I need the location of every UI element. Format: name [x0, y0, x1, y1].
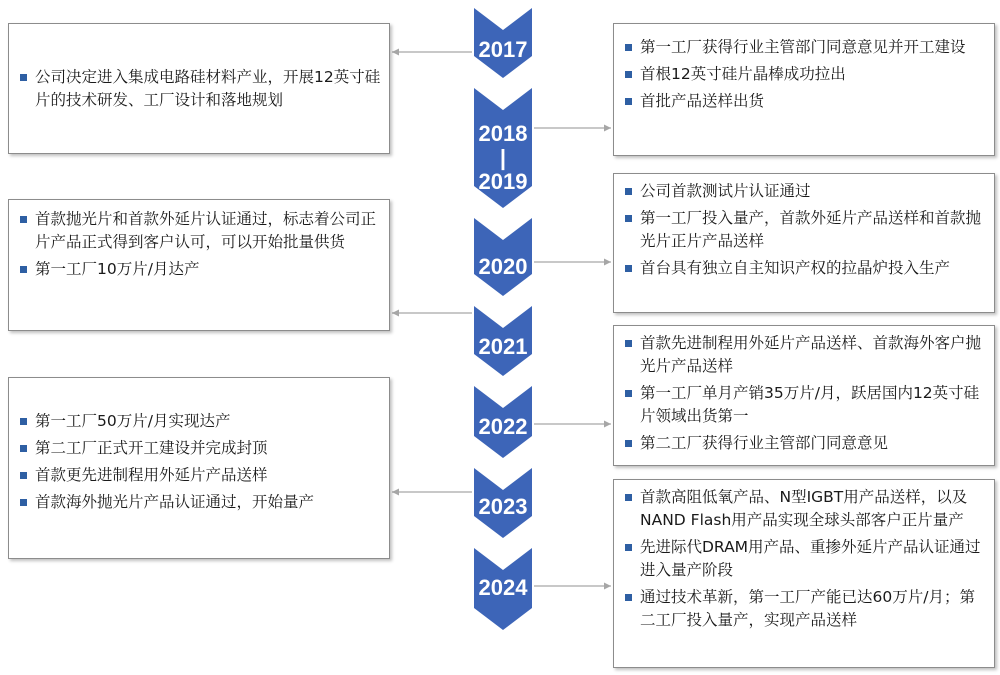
milestone-list: [620, 36, 986, 113]
milestone-item: [620, 536, 986, 582]
arrowhead-icon: [392, 49, 399, 56]
milestone-text: 首款高阻低氧产品、N型IGBT用产品送样，以及NAND Flash用产品实现全球头部客户正片量产: [640, 488, 968, 529]
milestone-box-2018-2019: [613, 23, 995, 156]
milestone-list: [620, 332, 986, 455]
year-label-2020: 2020: [478, 254, 528, 279]
milestone-text: 先进际代DRAM用产品、重掺外延片产品认证通过进入量产阶段: [640, 538, 981, 579]
bullet-icon: [20, 266, 27, 273]
milestone-text: 首根12英寸硅片晶棒成功拉出: [640, 65, 846, 83]
milestone-text: 首批产品送样出货: [640, 92, 765, 110]
milestone-box-2020: [8, 199, 390, 331]
bullet-icon: [20, 472, 27, 479]
milestone-text: 首款海外抛光片产品认证通过，开始量产: [35, 493, 315, 511]
bullet-icon: [625, 265, 632, 272]
arrowhead-icon: [604, 421, 611, 428]
milestone-text: 公司首款测试片认证通过: [640, 182, 811, 200]
bullet-icon: [20, 445, 27, 452]
year-label-2023: 2023: [478, 494, 528, 519]
milestone-text: 首款先进制程用外延片产品送样、首款海外客户抛光片产品送样: [640, 334, 982, 375]
year-label-2018-2019-text: 2018 | 2019: [478, 121, 528, 194]
milestone-text: 第一工厂10万片/月达产: [35, 260, 200, 278]
bullet-icon: [625, 440, 632, 447]
milestone-box-2020-right: [613, 173, 995, 313]
arrowhead-icon: [604, 583, 611, 590]
milestone-item: [15, 464, 381, 487]
year-label-2018-2019: [467, 122, 539, 194]
milestone-item: [620, 332, 986, 378]
milestone-box-2017: [8, 23, 390, 154]
bullet-icon: [625, 44, 632, 51]
year-label-2017: 2017: [478, 37, 528, 62]
milestone-text: 第二工厂获得行业主管部门同意意见: [640, 434, 889, 452]
milestone-text: 第一工厂50万片/月实现达产: [35, 412, 231, 430]
bullet-icon: [625, 215, 632, 222]
arrowhead-icon: [604, 259, 611, 266]
bullet-icon: [20, 216, 27, 223]
milestone-item: [620, 207, 986, 253]
milestone-item: [620, 63, 986, 86]
milestone-text: 首台具有独立自主知识产权的拉晶炉投入生产: [640, 259, 951, 277]
milestone-list: [15, 208, 381, 281]
milestone-text: 第二工厂正式开工建设并完成封顶: [35, 439, 268, 457]
milestone-text: 通过技术革新，第一工厂产能已达60万片/月；第二工厂投入量产，实现产品送样: [640, 588, 975, 629]
bullet-icon: [625, 188, 632, 195]
arrowhead-icon: [604, 125, 611, 132]
bullet-icon: [625, 340, 632, 347]
milestone-list: [15, 66, 381, 112]
arrowhead-icon: [392, 310, 399, 317]
bullet-icon: [625, 594, 632, 601]
milestone-item: [15, 491, 381, 514]
milestone-item: [620, 486, 986, 532]
milestone-item: [15, 208, 381, 254]
bullet-icon: [20, 499, 27, 506]
milestone-list: [620, 486, 986, 632]
year-label-2024: 2024: [478, 575, 528, 600]
milestone-text: 第一工厂单月产销35万片/月，跃居国内12英寸硅片领域出货第一: [640, 384, 980, 425]
bullet-icon: [20, 418, 27, 425]
milestone-text: 第一工厂获得行业主管部门同意意见并开工建设: [640, 38, 966, 56]
milestone-list: [620, 180, 986, 280]
milestone-box-2023: [8, 377, 390, 559]
milestone-item: [15, 410, 381, 433]
milestone-text: 第一工厂投入量产，首款外延片产品送样和首款抛光片正片产品送样: [640, 209, 982, 250]
milestone-item: [620, 90, 986, 113]
milestone-item: [620, 432, 986, 455]
milestone-item: [620, 586, 986, 632]
milestone-text: 首款抛光片和首款外延片认证通过，标志着公司正片产品正式得到客户认可，可以开始批量供货: [35, 210, 377, 251]
milestone-item: [620, 36, 986, 59]
arrowhead-icon: [392, 489, 399, 496]
milestone-item: [620, 382, 986, 428]
milestone-list: [15, 410, 381, 514]
bullet-icon: [625, 494, 632, 501]
bullet-icon: [625, 544, 632, 551]
year-label-2022: 2022: [478, 414, 528, 439]
milestone-text: 公司决定进入集成电路硅材料产业，开展12英寸硅片的技术研发、工厂设计和落地规划: [35, 68, 381, 109]
milestone-item: [620, 257, 986, 280]
year-label-2021: 2021: [478, 334, 528, 359]
milestone-text: 首款更先进制程用外延片产品送样: [35, 466, 268, 484]
bullet-icon: [20, 74, 27, 81]
bullet-icon: [625, 98, 632, 105]
milestone-item: [15, 258, 381, 281]
milestone-box-2022: [613, 325, 995, 466]
chevron-arrows: [474, 8, 532, 630]
milestone-box-2024: [613, 479, 995, 668]
bullet-icon: [625, 71, 632, 78]
milestone-item: [620, 180, 986, 203]
milestone-item: [15, 437, 381, 460]
milestone-item: [15, 66, 381, 112]
bullet-icon: [625, 390, 632, 397]
